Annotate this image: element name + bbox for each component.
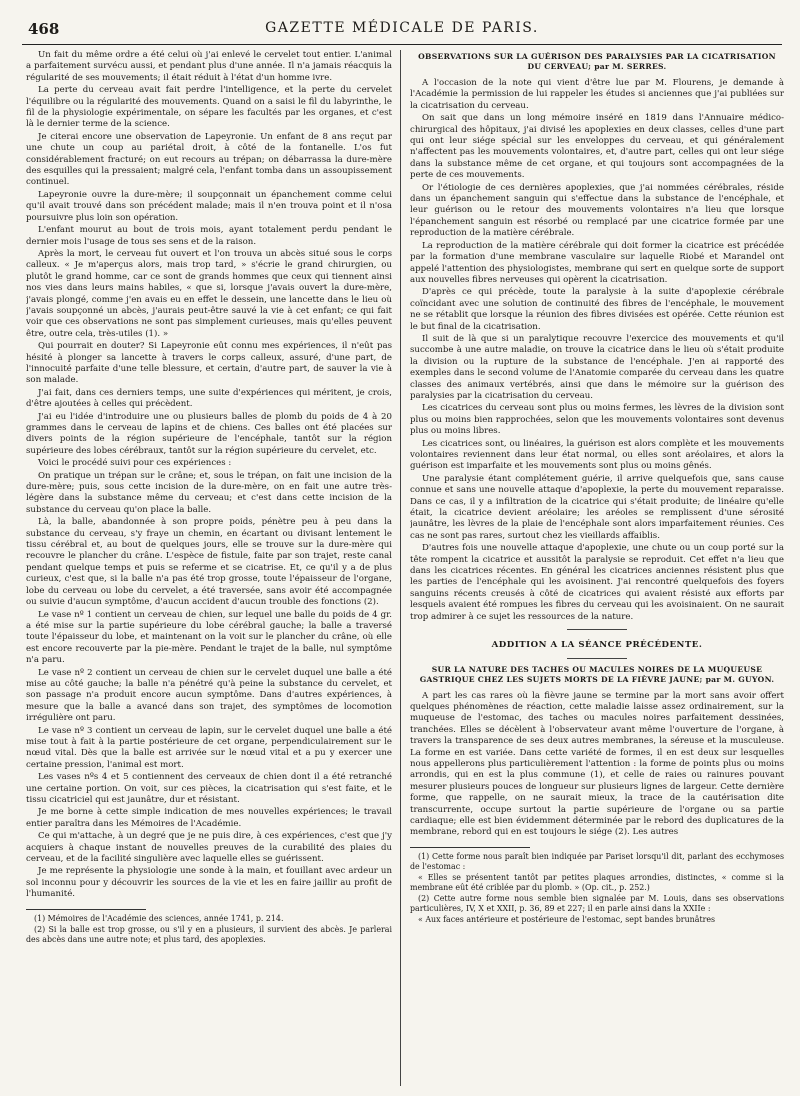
paragraph: Le vase nº 2 contient un cerveau de chien sur le cervelet duquel une balle a été mise au côté gauche; la balle n'a pénétré qu'à peine la substance du cervelet, et son passage n'a produit encore aucun symptôme. Dans d'autres expériences, à mesure que la balle a avancé dans son trajet, des symptômes de locomotion irrégulière ont paru. <box>26 667 392 724</box>
paragraph: Voici le procédé suivi pour ces expériences : <box>38 458 232 469</box>
paragraph: Une paralysie étant complétement guérie, il arrive quelquefois que, sans cause connue et sans une nouvelle attaque d'apoplexie, la perte du mouvement reparaisse. Dans ce cas, il y a infiltration de la cicatrice qui s'était produite; de linéaire qu'elle était, la cicatrice devient aréolaire; les aréoles se remplissent d'une sérosité jaunâtre, les lèvres de la plaie de l'encéphale sont alors imparfaitement réunies. Ces cas ne sont pas rares, surtout chez les vieillards affaiblis. <box>410 473 784 541</box>
paragraph: Après la mort, le cerveau fut ouvert et l'on trouva un abcès situé sous le corps calleux. « Je m'aperçus alors, mais trop tard, » s'écrie le grand chirurgien, ou plutôt le grand homme, car ce sont de grands hommes que ceux qui tiennent ainsi nos vies dans leurs mains habiles, « que si, lorsque j'avais ouvert la dure-mère, j'avais plongé, comme j'en avais eu en effet le dessein, une lancette dans le lieu où j'avais soupçonné un abcès, j'aurais peut-être sauvé la vie à cet enfant; ce qui fait voir que ces observations ne sont pas simplement curieuses, mais qu'elles peuvent être, outre cela, très-utiles (1). » <box>26 248 392 339</box>
paragraph: Or l'étiologie de ces dernières apoplexies, que j'ai nommées cérébrales, réside dans un épanchement sanguin qui s'effectue dans la substance de l'encéphale, et leur guérison ou le retour des mouvements volontaires n'a lieu que lorsque l'épanchement sanguin est résorbé ou remplacé par une cicatrice formée par une reproduction de la matière cérébrale. <box>410 182 784 239</box>
paragraph: J'ai fait, dans ces derniers temps, une suite d'expériences qui méritent, je crois, d'être ajoutées à celles qui précèdent. <box>26 387 392 410</box>
journal-title: GAZETTE MÉDICALE DE PARIS. <box>265 20 539 36</box>
footnote: « Aux faces antérieure et postérieure de l'estomac, sept bandes brunâtres <box>418 914 716 924</box>
paragraph: Le vase nº 3 contient un cerveau de lapin, sur le cervelet duquel une balle a été mise tout à fait à la partie postérieure de cet organe, perpendiculairement sur le nœud vital. Dès que la balle est arrivée sur le nœud vital et a pu y exercer une certaine pression, l'animal est mort. <box>26 725 392 770</box>
paragraph: Les vases nºs 4 et 5 contiennent des cerveaux de chien dont il a été retranché une certaine portion. On voit, sur ces pièces, la cicatrisation qui s'est faite, et le tissu cicatriciel qui est jaunâtre, dur et résistant. <box>26 772 392 805</box>
footnote: (1) Cette forme nous paraît bien indiquée par Pariset lorsqu'il dit, parlant des ecchymoses de l'estomac : <box>410 851 784 871</box>
paragraph: Les cicatrices sont, ou linéaires, la guérison est alors complète et les mouvements volontaires reviennent dans leur état normal, ou elles sont aréolaires, et alors la guérison est imparfaite et les mouvements sont plus ou moins gênés. <box>410 438 784 472</box>
section-divider <box>567 629 627 630</box>
column-divider <box>400 50 401 1086</box>
paragraph: Les cicatrices du cerveau sont plus ou moins fermes, les lèvres de la division sont plus ou moins bien rapprochées, selon que les mouvements volontaires sont devenus plus ou moins libres. <box>410 403 784 437</box>
page-number: 468 <box>28 20 60 38</box>
footnote-rule <box>410 847 530 848</box>
left-column <box>26 50 392 1090</box>
section-heading: ADDITION A LA SÉANCE PRÉCÉDENTE. <box>491 640 703 651</box>
paragraph: D'après ce qui précède, toute la paralysie à la suite d'apoplexie cérébrale coïncidant avec une solution de continuité des fibres de l'encéphale, le mouvement ne se rétablit que lorsque la réunion des fibres divisées est opérée. Cette réunion est le but final de la cicatrisation. <box>410 287 784 332</box>
right-column <box>410 50 784 1090</box>
section-divider <box>567 658 627 659</box>
paragraph: On sait que dans un long mémoire inséré en 1819 dans l'Annuaire médico-chirurgical des hôpitaux, j'ai divisé les apoplexies en deux classes, celles d'une part qui ont leur siége spécial sur les enveloppes du cerveau, et qui généralement n'affectent pas les mouvements volontaires, et, d'autre part, celles qui ont leur siége dans la substance même de cet organe, et qui toujours sont accompagnées de la perte de ces mouvements. <box>410 113 784 181</box>
page-header <box>22 14 782 45</box>
paragraph: Je me représente la physiologie une sonde à la main, et fouillant avec ardeur un sol inconnu pour y découvrir les sources de la vie et les en faire jaillir au profit de l'humanité. <box>26 866 392 900</box>
article-title: SUR LA NATURE DES TACHES OU MACULES NOIRES DE LA MUQUEUSE GASTRIQUE CHEZ LES SUJETS MORTS DE LA FIÈVRE JAUNE; par M. GUYON. <box>419 664 775 684</box>
footnote: (1) Mémoires de l'Académie des sciences, année 1741, p. 214. <box>34 913 284 923</box>
footnote: (2) Cette autre forme nous semble bien signalée par M. Louis, dans ses observations particulières, IV, X et XXII, p. 36, 89 et 227; il en parle ainsi dans la XXIIe : <box>410 893 784 913</box>
paragraph: Le vase nº 1 contient un cerveau de chien, sur lequel une balle du poids de 4 gr. a été mise sur la partie supérieure du lobe cérébral gauche; la balle a traversé toute l'épaisseur du lobe, et maintenant on la voit sur le plancher du crâne, où elle est encore recouverte par la pie-mère. Pendant le trajet de la balle, nul symptôme n'a paru. <box>26 609 392 666</box>
paragraph: L'enfant mourut au bout de trois mois, ayant totalement perdu pendant le dernier mois l'usage de tous ses sens et de la raison. <box>26 225 392 247</box>
footnote: « Elles se présentent tantôt par petites plaques arrondies, distinctes, « comme si la membrane eût été criblée par du plomb. » (Op. cit., p. 252.) <box>410 872 784 892</box>
paragraph: La reproduction de la matière cérébrale qui doit former la cicatrice est précédée par la formation d'une membrane vasculaire sur laquelle Riobé et Marandel ont appelé l'attention des physiologistes, membrane qui sert en quelque sorte de support aux nouvelles fibres nerveuses qui opèrent la cicatrisation. <box>410 240 784 285</box>
paragraph: Je citerai encore une observation de Lapeyronie. Un enfant de 8 ans reçut par une chute un coup au pariétal droit, à côté de la fontanelle. L'os fut considérablement fracturé; on eut recours au trépan; on débarrassa la dure-mère des esquilles qui la pressaient; malgré cela, l'enfant tomba dans un assoupissement continuel. <box>26 131 392 188</box>
paragraph: Il suit de là que si un paralytique recouvre l'exercice des mouvements et qu'il succombe à une autre maladie, on trouve la cicatrice dans le lieu où s'était produite la division ou la rupture de la substance de l'encéphale. J'en ai rapporté des exemples dans le second volume de l'Anatomie comparée du cerveau dans les quatre classes des animaux vertébrés, ainsi que dans le mémoire sur la guérison des paralysies par la cicatrisation du cerveau. <box>410 333 784 401</box>
paragraph: Un fait du même ordre a été celui où j'ai enlevé le cervelet tout entier. L'animal a parfaitement survécu aussi, et pendant plus d'une année. Il n'a jamais réacquis la régularité de ses mouvements; il était réduit à l'état d'un homme ivre. <box>26 50 392 83</box>
paragraph: A l'occasion de la note qui vient d'être lue par M. Flourens, je demande à l'Académie la permission de lui rappeler les études si anciennes que j'ai publiées sur la cicatrisation du cerveau. <box>410 78 784 111</box>
paragraph: Là, la balle, abandonnée à son propre poids, pénètre peu à peu dans la substance du cerveau, s'y fraye un chemin, en écartant ou divisant lentement le tissu cérébral et, au bout de quelques jours, elle se trouve sur la dure-mère qui recouvre le plancher du crâne. L'espèce de fistule, faite par son trajet, reste canal pendant quelque temps et puis se referme et se cicatrise. Et, ce qu'il y a de plus curieux, c'est que, si la balle n'a pas été trop grosse, toute l'épaisseur de l'organe, lobe du cerveau ou lobe du cervelet, a été traversée, sans avoir été accompagnée ou suivie d'aucun symptôme, d'aucun accident d'aucun trouble des fonctions (2). <box>26 517 392 608</box>
paragraph: Lapeyronie ouvre la dure-mère; il soupçonnait un épanchement comme celui qu'il avait trouvé dans son précédent malade; mais il n'en trouva point et il n'osa poursuivre plus loin son opération. <box>26 189 392 223</box>
paragraph: Ce qui m'attache, à un degré que je ne puis dire, à ces expériences, c'est que j'y acquiers à chaque instant de nouvelles preuves de la curabilité des plaies du cerveau, et de la facilité singulière avec laquelle elles se guérissent. <box>26 831 392 865</box>
footnote-rule <box>26 909 146 910</box>
paragraph: Je me borne à cette simple indication de mes nouvelles expériences; le travail entier paraîtra dans les Mémoires de l'Académie. <box>26 807 392 829</box>
paragraph: D'autres fois une nouvelle attaque d'apoplexie, une chute ou un coup porté sur la tête rompent la cicatrice et aussitôt la paralysie se reproduit. Cet effet n'a lieu que dans les cicatrices récentes. En général les cicatrices anciennes résistent plus que les parties de l'encéphale qui les avoisinent. J'ai rencontré quelquefois des foyers sanguins récents creusés à côté de cicatrices qui avaient résisté aux efforts par lesquels avaient été rompues les fibres du cerveau qui les avoisinaient. On ne saurait trop admirer à ce sujet les ressources de la nature. <box>410 543 784 622</box>
footnote: (2) Si la balle est trop grosse, ou s'il y en a plusieurs, il survient des abcès. Je parlerai des abcès dans une autre note; et plus tard, des apoplexies. <box>26 924 392 944</box>
paragraph: Qui pourrait en douter? Si Lapeyronie eût connu mes expériences, il n'eût pas hésité à plonger sa lancette à travers le corps calleux, assuré, d'une part, de l'innocuité parfaite d'une telle blessure, et certain, d'autre part, de sauver la vie à son malade. <box>26 341 392 386</box>
article-title: OBSERVATIONS SUR LA GUÉRISON DES PARALYSIES PAR LA CICATRISATION DU CERVEAU; par M. SERRES. <box>418 52 776 71</box>
paragraph: A part les cas rares où la fièvre jaune se termine par la mort sans avoir offert quelques phénomènes de réaction, cette maladie laisse assez ordinairement, sur la muqueuse de l'estomac, des taches ou macules noires parfaitement dessinées, tranchées. Elles se décèlent à l'observateur avant même l'ouverture de l'organe, à travers la transparence de ses deux autres membranes, la séreuse et la musculeuse. La forme en est variée. Dans cette variété de formes, il en est deux sur lesquelles nous appellerons plus particulièrement l'attention : la forme de points plus ou moins arrondis, qui en est la plus commune (1), et celle de raies ou rainures pouvant mesurer plusieurs pouces de longueur sur plusieurs lignes de largeur. Cette dernière forme, que rappelle, on ne saurait mieux, la trace de la cautérisation dite transcurrente, occupe surtout la partie supérieure de l'organe ou sa partie cardiaque; elle est bien évidemment déterminée par le rebord des duplicatures de la membrane, rebord qui en est toujours le siége (2). Les autres <box>410 690 784 838</box>
paragraph: On pratique un trépan sur le crâne; et, sous le trépan, on fait une incision de la dure-mère; puis, sous cette incision de la dure-mère, on en fait une autre très-légère dans la substance même du cerveau; et c'est dans cette incision de la substance du cerveau qu'on place la balle. <box>26 470 392 515</box>
paragraph: La perte du cerveau avait fait perdre l'intelligence, et la perte du cervelet l'équilibre ou la régularité des mouvements. Quand on a saisi le fil du labyrinthe, le fil de la physiologie expérimentale, on sépare les facultés par les organes, et c'est là le dernier terme de la science. <box>26 85 392 130</box>
paragraph: J'ai eu l'idée d'introduire une ou plusieurs balles de plomb du poids de 4 à 20 grammes dans le cerveau de lapins et de chiens. Ces balles ont été placées sur divers points de la région supérieure de l'encéphale, tantôt sur la région supérieure des lobes cérébraux, tantôt sur la région supérieure du cervelet, etc. <box>26 411 392 456</box>
